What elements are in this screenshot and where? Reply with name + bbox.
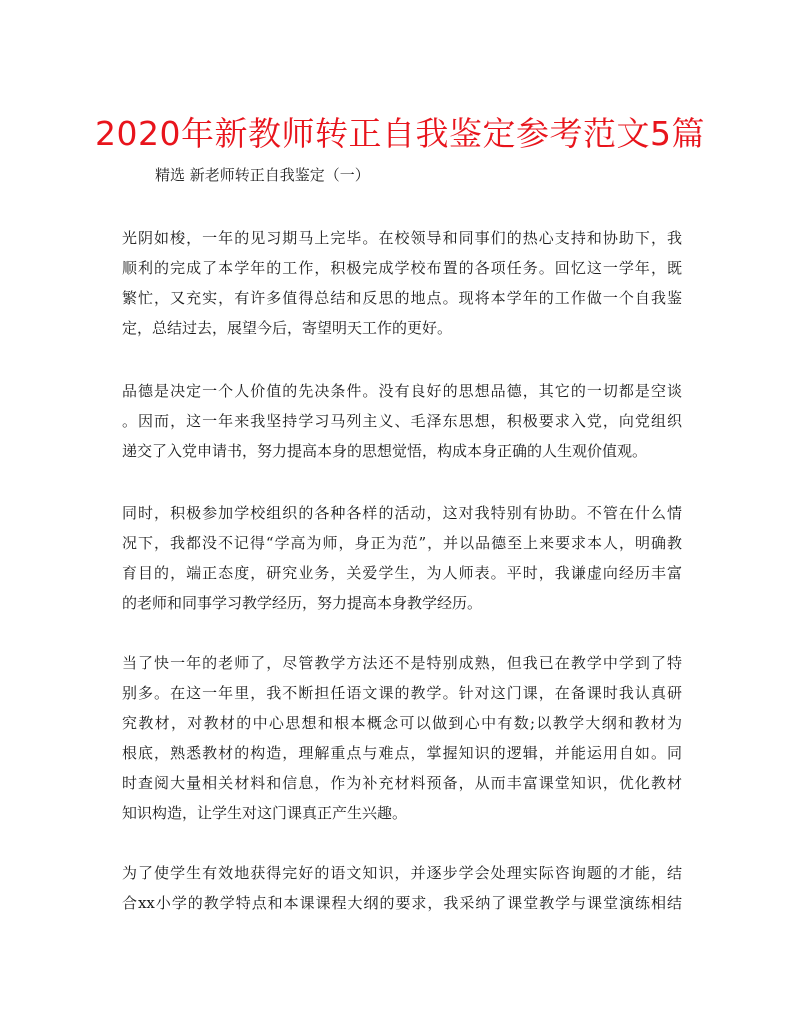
paragraph-line: 定，总结过去，展望今后，寄望明天工作的更好。 [122,319,453,337]
paragraph-5 [122,858,682,918]
paragraph-line: 繁忙，又充实，有许多值得总结和反思的地点。现将本学年的工作做一个自我鉴 [122,289,682,307]
paragraph-line: 的老师和同事学习教学经历，努力提高本身教学经历。 [122,594,483,612]
paragraph-line: 为了使学生有效地获得完好的语文知识，并逐步学会处理实际咨询题的才能，结 [122,864,682,882]
paragraph-line: 顺利的完成了本学年的工作，积极完成学校布置的各项任务。回忆这一学年，既 [122,259,682,277]
paragraph-line: 育目的，端正态度，研究业务，关爱学生，为人师表。平时，我谦虚向经历丰富 [122,564,682,582]
paragraph-3 [122,498,682,618]
paragraph-line: 合xx小学的教学特点和本课课程大纲的要求，我采纳了课堂教学与课堂演练相结 [122,894,682,912]
paragraph-line: 究教材，对教材的中心思想和根本概念可以做到心中有数;以教学大纲和教材为 [122,714,682,732]
paragraph-line: 同时，积极参加学校组织的各种各样的活动，这对我特别有协助。不管在什么情 [122,504,682,522]
paragraph-line: 别多。在这一年里，我不断担任语文课的教学。针对这门课，在备课时我认真研 [122,684,682,702]
document-subtitle: 精选 新老师转正自我鉴定（一） [155,166,370,184]
paragraph-line: 当了快一年的老师了，尽管教学方法还不是特别成熟，但我已在教学中学到了特 [122,654,682,672]
paragraph-line: 光阴如梭，一年的见习期马上完毕。在校领导和同事们的热心支持和协助下，我 [122,229,682,247]
paragraph-4 [122,648,682,828]
paragraph-line: 况下，我都没不记得“学高为师，身正为范”，并以品德至上来要求本人，明确教 [122,534,682,552]
document-title: 2020年新教师转正自我鉴定参考范文5篇 [95,114,705,153]
paragraph-line: 根底，熟悉教材的构造，理解重点与难点，掌握知识的逻辑，并能运用自如。同 [122,744,682,762]
paragraph-line: 知识构造，让学生对这门课真正产生兴趣。 [122,804,408,822]
paragraph-line: 。因而，这一年来我坚持学习马列主义、毛泽东思想，积极要求入党，向党组织 [122,412,682,430]
paragraph-1 [122,223,682,343]
paragraph-line: 品德是决定一个人价值的先决条件。没有良好的思想品德，其它的一切都是空谈 [122,382,682,400]
paragraph-2 [122,376,682,466]
paragraph-line: 递交了入党申请书，努力提高本身的思想觉悟，构成本身正确的人生观价值观。 [122,442,648,460]
paragraph-line: 时查阅大量相关材料和信息，作为补充材料预备，从而丰富课堂知识，优化教材 [122,774,682,792]
